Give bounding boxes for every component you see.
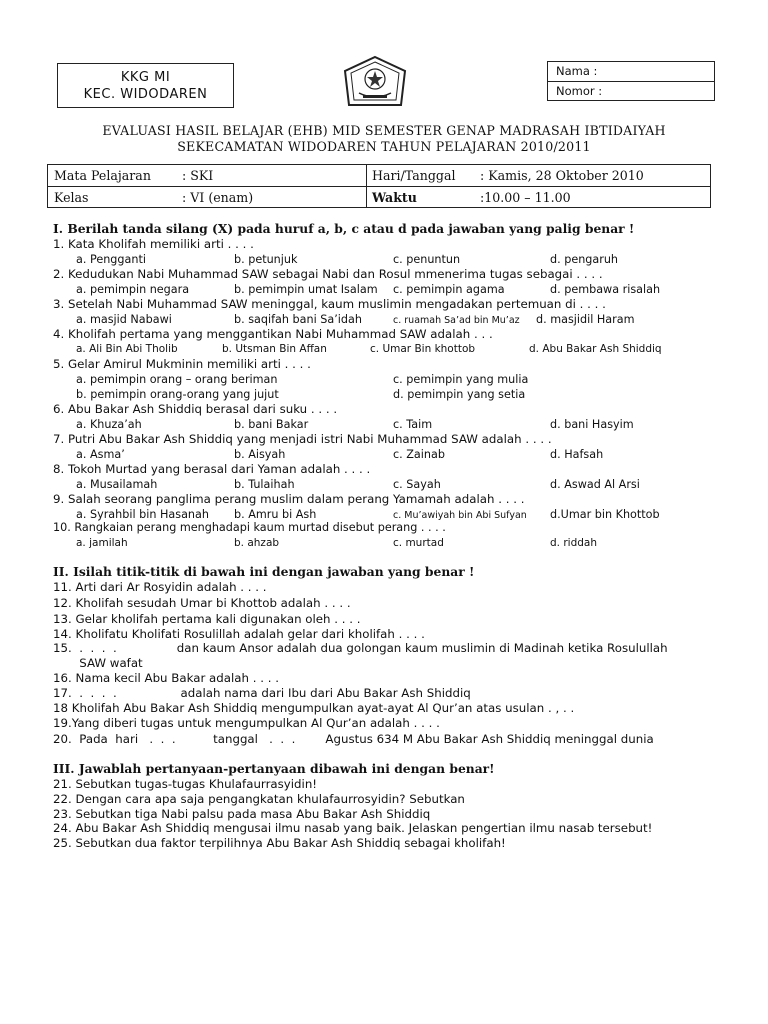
question-10: 10. Rangkaian perang menghadapi kaum murtad disebut perang . . . . xyxy=(53,521,446,534)
exam-title-line1: EVALUASI HASIL BELAJAR (EHB) MID SEMESTER GENAP MADRASAH IBTIDAIYAH xyxy=(102,123,666,138)
option-2d: d. pembawa risalah xyxy=(550,283,661,296)
fill-line: 17. . . . . adalah nama dari Ibu dari Abu Bakar Ash Shiddiq xyxy=(53,686,471,700)
essay-line: 21. Sebutkan tugas-tugas Khulafaurrasyidin! xyxy=(53,777,318,791)
option-1c: c. penuntun xyxy=(393,253,461,266)
question-5: 5. Gelar Amirul Mukminin memiliki arti . . . . xyxy=(53,357,311,371)
waktu-value: :10.00 – 11.00 xyxy=(480,190,571,205)
question-9: 9. Salah seorang panglima perang muslim dalam perang Yamamah adalah . . . . xyxy=(53,492,525,506)
option-9c: c. Mu’awiyah bin Abi Sufyan xyxy=(393,510,527,521)
option-3d: d. masjidil Haram xyxy=(536,313,635,326)
option-10c: c. murtad xyxy=(393,537,444,549)
option-9a: a. Syrahbil bin Hasanah xyxy=(76,508,209,521)
option-5c: c. pemimpin yang mulia xyxy=(393,373,529,386)
essay-line: 23. Sebutkan tiga Nabi palsu pada masa Abu Bakar Ash Shiddiq xyxy=(53,807,431,821)
option-2a: a. pemimpin negara xyxy=(76,283,190,296)
section2-heading: II. Isilah titik-titik di bawah ini dengan jawaban yang benar ! xyxy=(53,564,475,579)
option-10b: b. ahzab xyxy=(234,537,280,549)
option-4a: a. Ali Bin Abi Tholib xyxy=(76,343,178,355)
option-3a: a. masjid Nabawi xyxy=(76,313,172,326)
kelas-label: Kelas xyxy=(54,190,89,205)
essay-line: 22. Dengan cara apa saja pengangkatan khulafaurrosyidin? Sebutkan xyxy=(53,792,465,806)
option-9d: d.Umar bin Khottob xyxy=(550,508,660,521)
organizer-box xyxy=(57,63,234,108)
option-8b: b. Tulaihah xyxy=(234,478,295,491)
option-6d: d. bani Hasyim xyxy=(550,418,634,431)
fill-line: 14. Kholifatu Kholifati Rosulillah adalah gelar dari kholifah . . . . xyxy=(53,627,425,641)
option-3c: c. ruamah Sa’ad bin Mu’az xyxy=(393,315,520,326)
option-10d: d. riddah xyxy=(550,537,597,549)
hari-label: Hari/Tanggal xyxy=(372,168,456,183)
fill-line: 20. Pada hari . . . tanggal . . . Agustus 634 M Abu Bakar Ash Shiddiq meninggal dunia xyxy=(53,732,654,746)
question-1: 1. Kata Kholifah memiliki arti . . . . xyxy=(53,237,254,251)
option-3b: b. saqifah bani Sa’idah xyxy=(234,313,362,326)
question-6: 6. Abu Bakar Ash Shiddiq berasal dari suku . . . . xyxy=(53,402,338,416)
essay-line: 25. Sebutkan dua faktor terpilihnya Abu Bakar Ash Shiddiq sebagai kholifah! xyxy=(53,836,506,850)
school-emblem-icon xyxy=(343,55,407,107)
kelas-value: : VI (enam) xyxy=(182,190,254,205)
fill-line: SAW wafat xyxy=(53,656,143,670)
option-7b: b. Aisyah xyxy=(234,448,286,461)
option-5d: d. pemimpin yang setia xyxy=(393,388,526,401)
section1-heading: I. Berilah tanda silang (X) pada huruf a, b, c atau d pada jawaban yang palig benar ! xyxy=(53,221,635,236)
option-4c: c. Umar Bin khottob xyxy=(370,343,476,355)
mapel-label: Mata Pelajaran xyxy=(54,168,151,183)
fill-line: 18 Kholifah Abu Bakar Ash Shiddiq mengumpulkan ayat-ayat Al Qur’an atas usulan . , . . xyxy=(53,701,575,715)
nomor-field[interactable]: Nomor : xyxy=(548,81,714,101)
question-7: 7. Putri Abu Bakar Ash Shiddiq yang menjadi istri Nabi Muhammad SAW adalah . . . . xyxy=(53,432,552,446)
option-7a: a. Asma’ xyxy=(76,448,125,461)
student-id-box[interactable] xyxy=(547,61,715,101)
question-3: 3. Setelah Nabi Muhammad SAW meninggal, kaum muslimin mengadakan pertemuan di . . . . xyxy=(53,297,606,311)
mapel-value: : SKI xyxy=(182,168,214,183)
option-10a: a. jamilah xyxy=(76,537,128,549)
option-6c: c. Taim xyxy=(393,418,433,431)
hari-value: : Kamis, 28 Oktober 2010 xyxy=(480,168,644,183)
exam-title-line2: SEKECAMATAN WIDODAREN TAHUN PELAJARAN 2010/2011 xyxy=(177,139,591,154)
option-9b: b. Amru bi Ash xyxy=(234,508,317,521)
fill-line: 12. Kholifah sesudah Umar bi Khottob adalah . . . . xyxy=(53,596,351,610)
fill-line: 11. Arti dari Ar Rosyidin adalah . . . . xyxy=(53,580,267,594)
option-5a: a. pemimpin orang – orang beriman xyxy=(76,373,278,386)
option-6b: b. bani Bakar xyxy=(234,418,309,431)
option-8d: d. Aswad Al Arsi xyxy=(550,478,640,491)
fill-line: 15. . . . . dan kaum Ansor adalah dua golongan kaum muslimin di Madinah ketika Rosulullah xyxy=(53,641,668,655)
option-7c: c. Zainab xyxy=(393,448,445,461)
option-6a: a. Khuza’ah xyxy=(76,418,142,431)
question-8: 8. Tokoh Murtad yang berasal dari Yaman adalah . . . . xyxy=(53,462,371,476)
exam-info-table xyxy=(47,164,711,208)
option-8c: c. Sayah xyxy=(393,478,441,491)
waktu-label: Waktu xyxy=(372,190,417,205)
fill-line: 19.Yang diberi tugas untuk mengumpulkan Al Qur’an adalah . . . . xyxy=(53,716,440,730)
question-4: 4. Kholifah pertama yang menggantikan Nabi Muhammad SAW adalah . . . xyxy=(53,327,493,341)
fill-line: 16. Nama kecil Abu Bakar adalah . . . . xyxy=(53,671,279,685)
fill-line: 13. Gelar kholifah pertama kali digunakan oleh . . . . xyxy=(53,612,361,626)
option-2c: c. pemimpin agama xyxy=(393,283,505,296)
section3-heading: III. Jawablah pertanyaan-pertanyaan dibawah ini dengan benar! xyxy=(53,761,495,776)
option-5b: b. pemimpin orang-orang yang jujut xyxy=(76,388,279,401)
option-2b: b. pemimpin umat Isalam xyxy=(234,283,378,296)
organizer-line2: KEC. WIDODAREN xyxy=(83,87,208,102)
option-7d: d. Hafsah xyxy=(550,448,604,461)
organizer-line1: KKG MI xyxy=(120,70,171,85)
essay-line: 24. Abu Bakar Ash Shiddiq mengusai ilmu nasab yang baik. Jelaskan pengertian ilmu nasab tersebut! xyxy=(53,821,653,835)
nama-field[interactable]: Nama : xyxy=(556,64,598,78)
option-1b: b. petunjuk xyxy=(234,253,298,266)
question-2: 2. Kedudukan Nabi Muhammad SAW sebagai Nabi dan Rosul mmenerima tugas sebagai . . . . xyxy=(53,267,603,281)
option-8a: a. Musailamah xyxy=(76,478,158,491)
option-4b: b. Utsman Bin Affan xyxy=(222,343,327,355)
option-4d: d. Abu Bakar Ash Shiddiq xyxy=(529,343,662,355)
option-1d: d. pengaruh xyxy=(550,253,619,266)
option-1a: a. Pengganti xyxy=(76,253,146,266)
